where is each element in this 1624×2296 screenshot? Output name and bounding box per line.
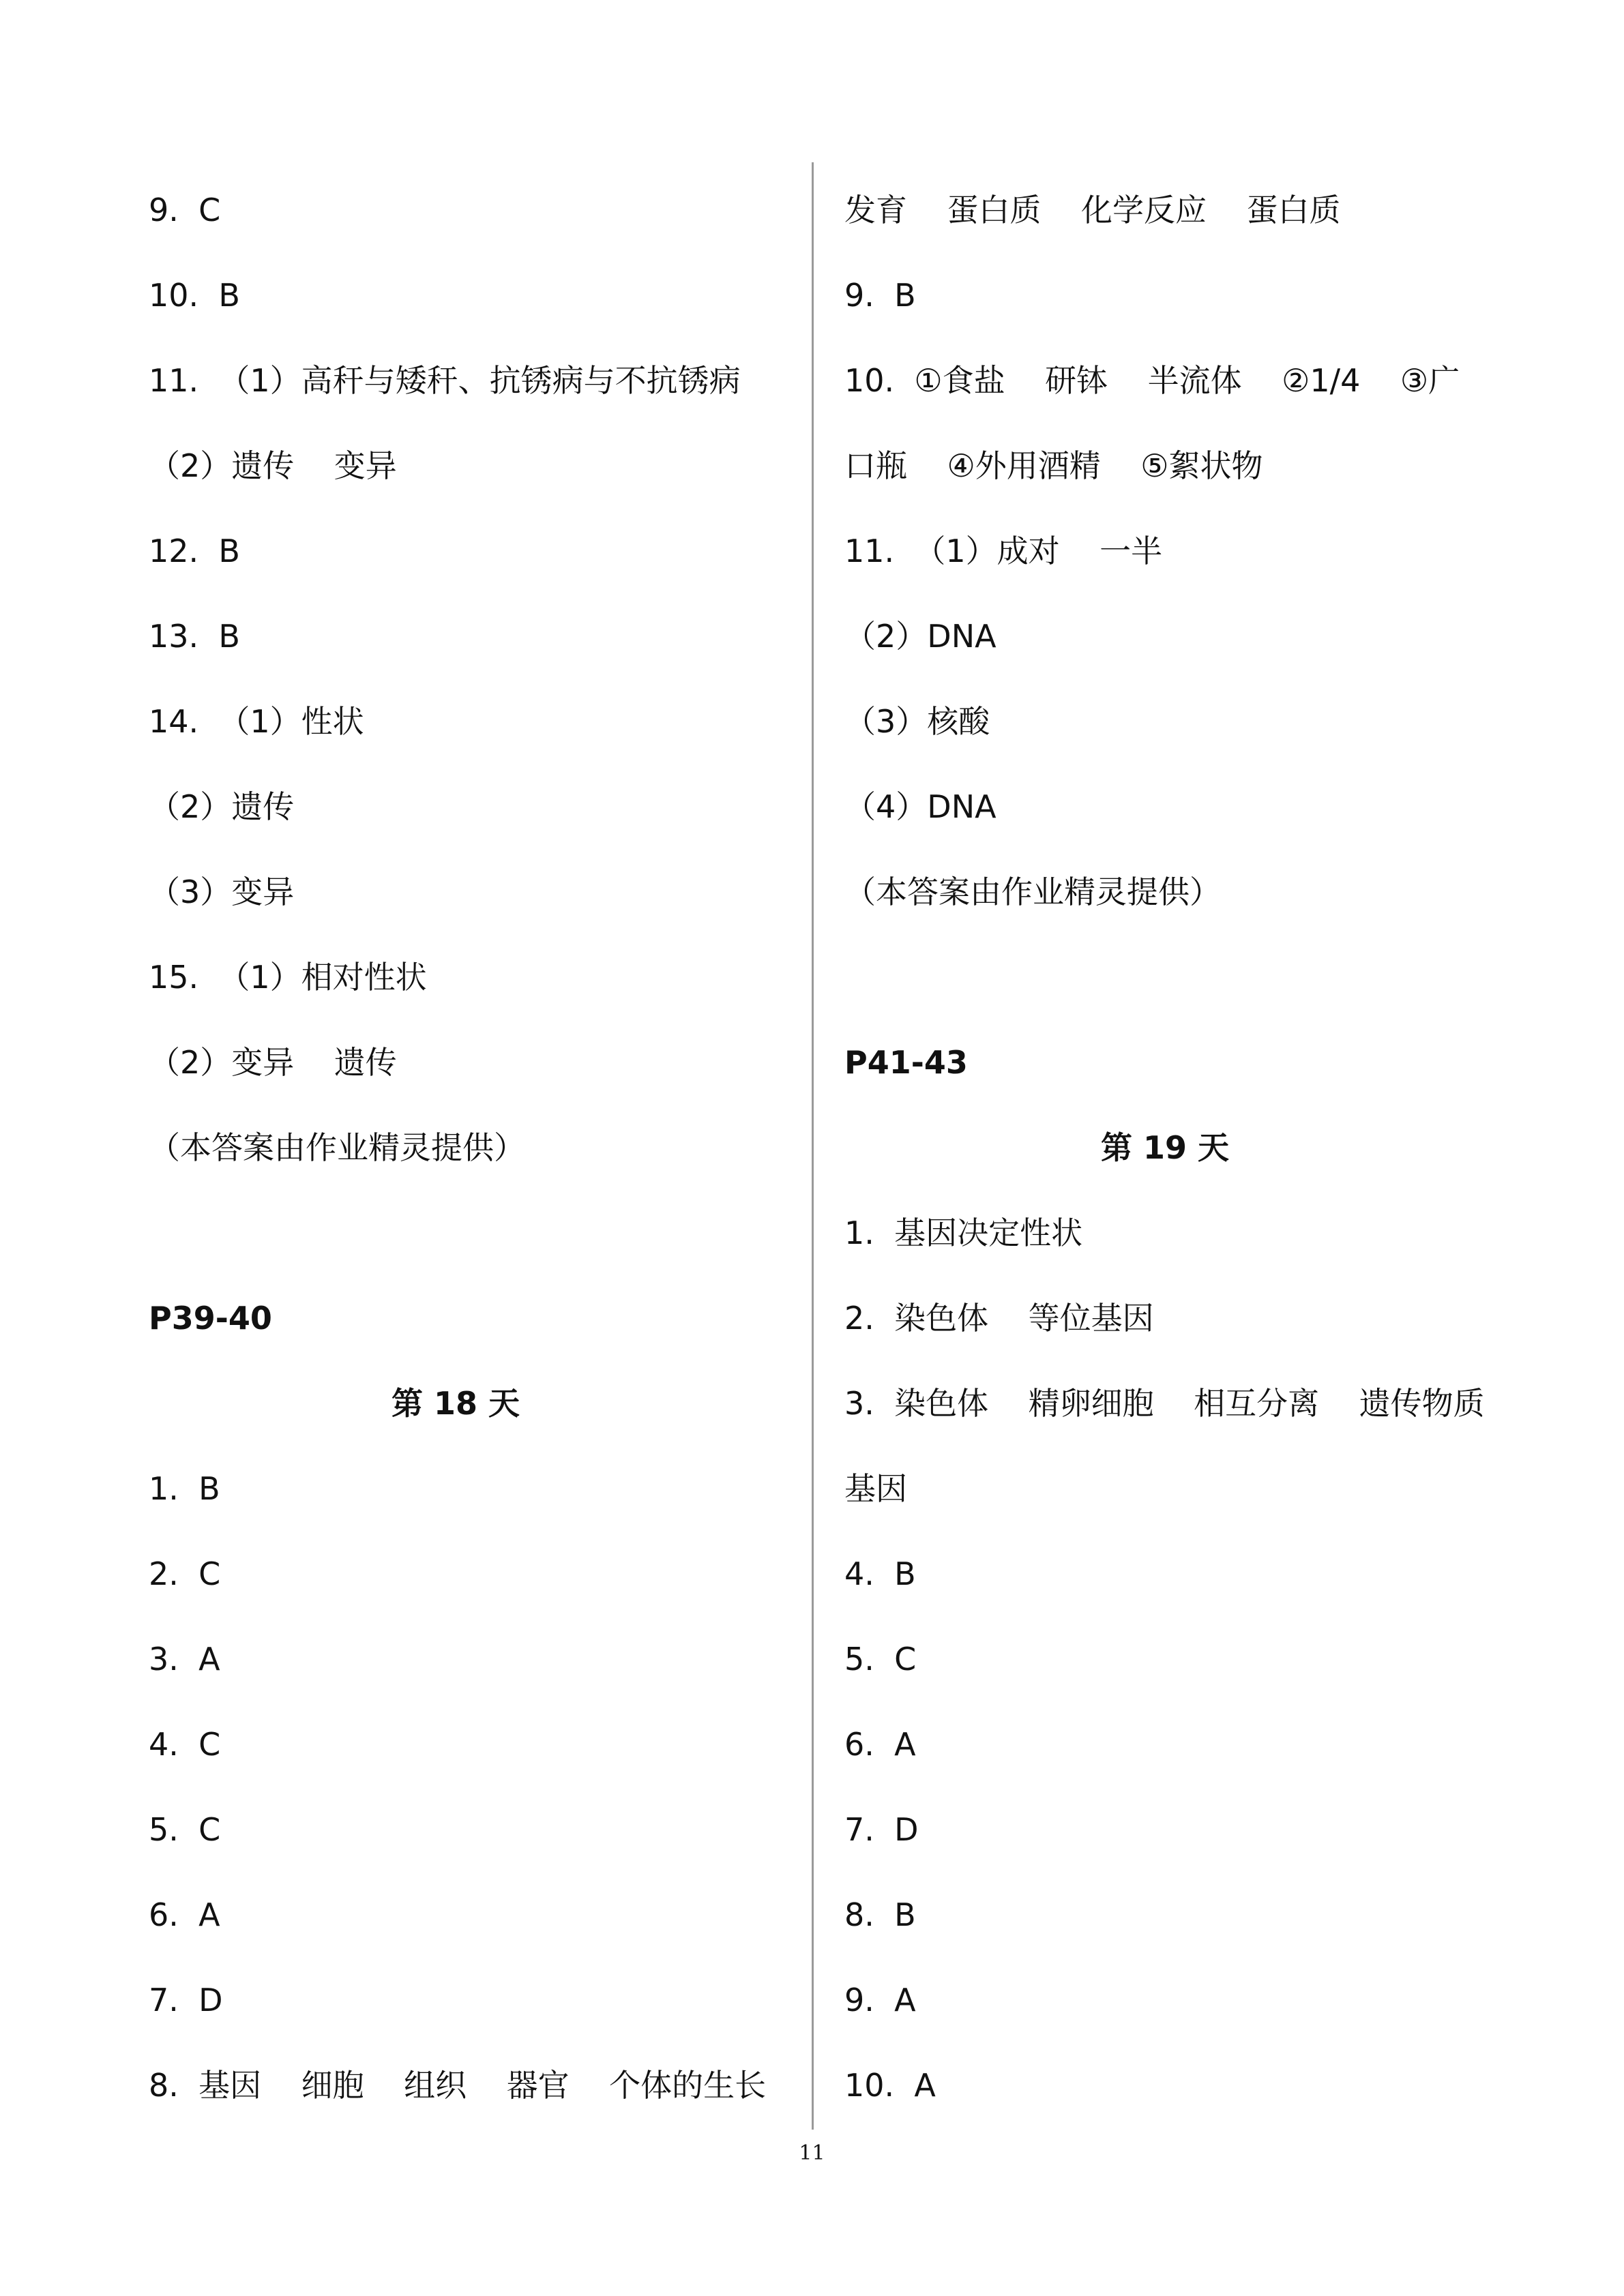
answer-line: 2. 染色体 等位基因 bbox=[844, 1300, 1154, 1337]
answer-line: 15. （1）相对性状 bbox=[149, 959, 427, 996]
source-note: （本答案由作业精灵提供） bbox=[844, 874, 1221, 910]
answer-line: （3）核酸 bbox=[844, 703, 990, 740]
answer-line: 8. B bbox=[844, 1896, 916, 1933]
answer-line: 8. 基因 细胞 组织 器官 个体的生长 bbox=[149, 2067, 767, 2104]
answer-line: 发育 蛋白质 化学反应 蛋白质 bbox=[844, 192, 1341, 228]
answer-line: （2）DNA bbox=[844, 618, 996, 655]
answer-line: 12. B bbox=[149, 533, 240, 569]
answer-line: 9. A bbox=[844, 1982, 916, 2018]
page-range-heading: P41-43 bbox=[844, 1044, 968, 1081]
answer-line: 1. B bbox=[149, 1470, 220, 1507]
answer-line: （2）变异 遗传 bbox=[149, 1044, 397, 1081]
answer-line: （2）遗传 bbox=[149, 788, 295, 825]
answer-line: 13. B bbox=[149, 618, 240, 655]
page-number: 11 bbox=[799, 2141, 825, 2165]
column-divider bbox=[812, 162, 814, 2130]
answer-line: 6. A bbox=[149, 1896, 220, 1933]
page-range-heading: P39-40 bbox=[149, 1300, 272, 1337]
answer-line: 10. A bbox=[844, 2067, 936, 2104]
answer-line: 9. B bbox=[844, 277, 916, 314]
answer-line: 2. C bbox=[149, 1555, 221, 1592]
day-heading: 第 18 天 bbox=[391, 1385, 520, 1422]
answer-line: 11. （1）高秆与矮秆、抗锈病与不抗锈病 bbox=[149, 362, 741, 399]
source-note: （本答案由作业精灵提供） bbox=[149, 1129, 525, 1166]
answer-line: 4. B bbox=[844, 1555, 916, 1592]
answer-line: 5. C bbox=[844, 1641, 917, 1678]
answer-line: 7. D bbox=[844, 1811, 919, 1848]
answer-line: 3. A bbox=[149, 1641, 220, 1678]
answer-line: 9. C bbox=[149, 192, 221, 228]
answer-line: （2）遗传 变异 bbox=[149, 447, 397, 484]
answer-line: 10. ①食盐 研钵 半流体 ②1/4 ③广 bbox=[844, 362, 1460, 399]
answer-line: 1. 基因决定性状 bbox=[844, 1214, 1083, 1251]
answer-line: 基因 bbox=[844, 1470, 907, 1507]
answer-line: 11. （1）成对 一半 bbox=[844, 533, 1163, 569]
answer-line: 5. C bbox=[149, 1811, 221, 1848]
answer-line: 10. B bbox=[149, 277, 240, 314]
answer-line: 7. D bbox=[149, 1982, 223, 2018]
day-heading: 第 19 天 bbox=[1100, 1129, 1230, 1166]
answer-line: 6. A bbox=[844, 1726, 916, 1763]
answer-line: 口瓶 ④外用酒精 ⑤絮状物 bbox=[844, 447, 1263, 484]
answer-line: 14. （1）性状 bbox=[149, 703, 364, 740]
answer-line: 3. 染色体 精卵细胞 相互分离 遗传物质 bbox=[844, 1385, 1485, 1422]
answer-line: 4. C bbox=[149, 1726, 221, 1763]
answer-line: （4）DNA bbox=[844, 788, 996, 825]
answer-line: （3）变异 bbox=[149, 874, 295, 910]
